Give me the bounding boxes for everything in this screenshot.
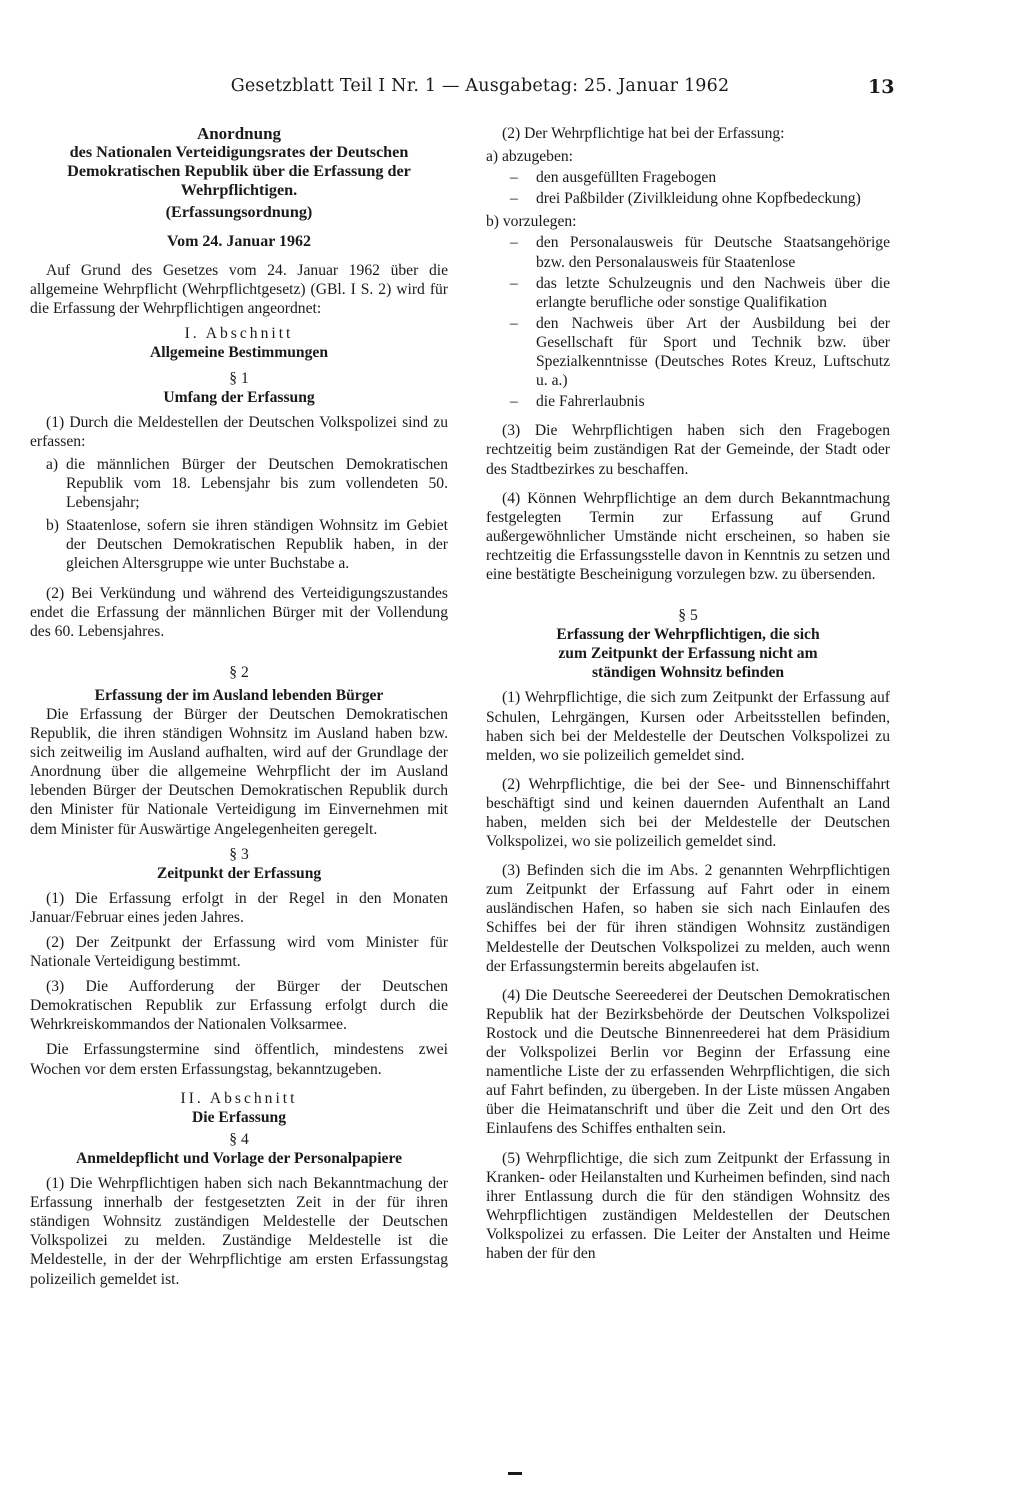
dash-text: den Nachweis über Art der Ausbildung bei der Gesellschaft für Sport und Technik bzw. über Spezialkenntnisse (Deutsches Rotes Kreuz, Luftschutz u. a.) (536, 314, 890, 390)
section-5-title-line: Erfassung der Wehrpflichtigen, die sich (556, 626, 820, 644)
section-3-paragraph-3: (3) Die Aufforderung der Bürger der Deutschen Demokratischen Republik zur Erfassung erfolgt durch die Wehrkreiskommandos der Nationalen Volksarmee. (30, 978, 448, 1034)
dash-marker: – (510, 393, 518, 411)
section-4-paragraph-1: (1) Die Wehrpflichtigen haben sich nach Bekanntmachung der Erfassung innerhalb der festgesetzten Zeit in der für ihren ständigen Wohnsitz zuständigen Meldestelle der Deutschen Volkspolizei zu melden. Zuständige Meldestelle ist die Meldestelle, in der der Wehrpflichtige am ersten Erfassungstag polizeilich gemeldet ist. (30, 1175, 448, 1288)
dash-item (486, 233, 890, 271)
section-4-number: § 4 (229, 1130, 249, 1148)
dash-marker: – (510, 234, 518, 252)
dash-item (486, 314, 890, 390)
section-3-paragraph-4: Die Erfassungstermine sind öffentlich, mindestens zwei Wochen vor dem ersten Erfassungstag, bekanntzugeben. (30, 1041, 448, 1078)
dash-text: die Fahrerlaubnis (536, 393, 645, 411)
page-footer-mark (508, 1472, 522, 1475)
title-line: Demokratischen Republik über die Erfassung der (67, 162, 411, 180)
abschnitt-2-title: Die Erfassung (191, 1108, 286, 1126)
dash-marker: – (510, 314, 518, 332)
page-number: 13 (868, 76, 895, 98)
title-line: des Nationalen Verteidigungsrates der Deutschen (69, 143, 409, 161)
section-5-title-line: zum Zeitpunkt der Erfassung nicht am (558, 645, 818, 663)
section-5-title-line: ständigen Wohnsitz befinden (591, 664, 785, 682)
dash-marker: – (510, 169, 518, 187)
title-line: Anordnung (196, 124, 282, 143)
section-3-number: § 3 (229, 845, 249, 863)
list-text: Staatenlose, sofern sie ihren ständigen Wohnsitz im Gebiet der Deutschen Demokratischen Republik haben, in der gleichen Altersgruppe wie unter Buchstabe a. (66, 517, 448, 573)
abschnitt-1-title: Allgemeine Bestimmungen (149, 344, 328, 362)
dash-text: den ausgefüllten Fragebogen (536, 169, 717, 187)
document-title (30, 124, 448, 222)
section-5-paragraph-2: (2) Wehrpflichtige, die bei der See- und Binnenschiffahrt beschäftigt sind und keinen dauernden Aufenthalt an Land haben, melden sich bei der Meldestelle der Deutschen Volkspolizei, wo sie polizeilich gemeldet sind. (486, 775, 890, 851)
section-1-number: § 1 (229, 369, 249, 387)
list-marker: a) (46, 455, 59, 473)
section-4-paragraph-3: (3) Die Wehrpflichtigen haben sich den Fragebogen rechtzeitig beim zuständigen Rat der Gemeinde, der Stadt oder des Stadtbezirkes zu beschaffen. (486, 422, 890, 478)
right-column (486, 124, 890, 1263)
list-item-a (30, 455, 448, 512)
list-label-a: a) abzugeben: (486, 148, 574, 166)
title-line: Wehrpflichtigen. (180, 181, 298, 199)
dash-marker: – (510, 190, 518, 208)
dash-text: das letzte Schulzeugnis und den Nachweis über die erlangte berufliche oder sonstige Qualifikation (536, 274, 890, 311)
dash-item (486, 274, 890, 312)
section-4-title: Anmeldepflicht und Vorlage der Personalpapiere (75, 1149, 403, 1167)
section-2-number: § 2 (229, 663, 249, 681)
section-5-paragraph-4: (4) Die Deutsche Seereederei der Deutschen Demokratischen Republik hat der Bezirksbehörde der Deutschen Volkspolizei Rostock und die Deutsche Binnenreederei hat dem Präsidium der Volkspolizei Berlin vor Beginn der Erfassung eine namentliche Liste der zu erfassenden Wehrpflichtigen, die sich auf Fahrt befinden, zu übergeben. In der Liste müssen Angaben über die Heimatanschrift und über die Zeit und den Ort des Einlaufens des Schiffes enthalten sein. (486, 986, 890, 1138)
section-5-paragraph-3: (3) Befinden sich die im Abs. 2 genannten Wehrpflichtigen zum Zeitpunkt der Erfassung auf Fahrt oder in einem ausländischen Hafen, so haben sie sich nach Einlaufen des Schiffes bei der für ihren ständigen Wohnsitz zuständigen Meldestelle der Deutschen Volkspolizei zu melden, auch wenn der Erfassungstermin bereits abgelaufen ist. (486, 862, 890, 975)
document-date: Vom 24. Januar 1962 (166, 233, 312, 250)
section-5-paragraph-5: (5) Wehrpflichtige, die sich zum Zeitpunkt der Erfassung in Kranken- oder Heilanstalten und Kurheimen befinden, sind nach ihrer Entlassung durch die für den ständigen Wohnsitz des Wehrpflichtigen zuständigen Meldestellen der Deutschen Volkspolizei zu erfassen. Die Leiter der Anstalten und Heime haben der für den (486, 1149, 890, 1262)
title-line: (Erfassungsordnung) (165, 203, 313, 221)
abschnitt-2-heading: II. Abschnitt (180, 1089, 298, 1107)
section-1-title: Umfang der Erfassung (163, 388, 315, 406)
section-4-paragraph-4: (4) Können Wehrpflichtige an dem durch Bekanntmachung festgelegten Termin zur Erfassung auf Grund außergewöhnlicher Umstände nicht erscheinen, so haben sie rechtzeitig die Erfassungsstelle davon in Kenntnis zu setzen und eine bestätigte Bescheinigung vorzulegen bzw. zu übersenden. (486, 489, 890, 583)
section-3-paragraph-2: (2) Der Zeitpunkt der Erfassung wird vom Minister für Nationale Verteidigung bestimmt. (30, 934, 448, 971)
dash-item (486, 189, 890, 208)
list-label-b: b) vorzulegen: (486, 213, 577, 231)
section-5-number: § 5 (678, 607, 698, 625)
header-title: Gesetzblatt Teil I Nr. 1 — Ausgabetag: 25. Januar 1962 (230, 76, 730, 96)
intro-paragraph: Auf Grund des Gesetzes vom 24. Januar 1962 über die allgemeine Wehrpflicht (Wehrpflichtgesetz) (GBl. I S. 2) wird für die Erfassung der Wehrpflichtigen angeordnet: (30, 262, 448, 318)
list-item-b (30, 516, 448, 573)
dash-text: den Personalausweis für Deutsche Staatsangehörige bzw. den Personalausweis für Staatenlose (536, 234, 890, 271)
page-header (0, 76, 1024, 106)
section-1-paragraph-2: (2) Bei Verkündung und während des Verteidigungszustandes endet die Erfassung der männlichen Bürger mit der Vollendung des 60. Lebensjahres. (30, 584, 448, 640)
section-2-paragraph: Die Erfassung der Bürger der Deutschen Demokratischen Republik, die ihren ständigen Wohnsitz im Ausland haben bzw. sich zeitweilig im Ausland aufhalten, wird auf der Grundlage der Anordnung über die allgemeine Wehrpflicht der im Ausland lebenden Bürger der Deutschen Demokratischen Republik durch den Minister für Nationale Verteidigung im Einvernehmen mit dem Minister für Auswärtige Angelegenheiten geregelt. (30, 705, 448, 838)
dash-item (486, 392, 890, 411)
left-column (30, 124, 448, 1289)
section-3-paragraph-1: (1) Die Erfassung erfolgt in der Regel in den Monaten Januar/Februar eines jeden Jahres. (30, 889, 448, 926)
abschnitt-1-heading: I. Abschnitt (184, 325, 294, 343)
section-5-paragraph-1: (1) Wehrpflichtige, die sich zum Zeitpunkt der Erfassung auf Schulen, Lehrgängen, Kursen oder Arbeitsstellen befinden, haben sich bei der Meldestelle der Deutschen Volkspolizei zu melden, wo sie polizeilich gemeldet sind. (486, 689, 890, 764)
list-marker: b) (46, 517, 59, 535)
dash-text: drei Paßbilder (Zivilkleidung ohne Kopfbedeckung) (536, 190, 861, 208)
section-5-title (486, 625, 890, 682)
list-text: die männlichen Bürger der Deutschen Demokratischen Republik vom 18. Lebensjahr bis zum vollendeten 50. Lebensjahr; (66, 455, 448, 512)
section-3-title: Zeitpunkt der Erfassung (156, 864, 322, 882)
dash-item (486, 168, 890, 187)
dash-marker: – (510, 274, 518, 292)
section-1-paragraph-1: (1) Durch die Meldestellen der Deutschen Volkspolizei sind zu erfassen: (30, 413, 448, 450)
section-2-title: Erfassung der im Ausland lebenden Bürger (94, 686, 384, 704)
section-4-paragraph-2: (2) Der Wehrpflichtige hat bei der Erfassung: (502, 125, 785, 142)
